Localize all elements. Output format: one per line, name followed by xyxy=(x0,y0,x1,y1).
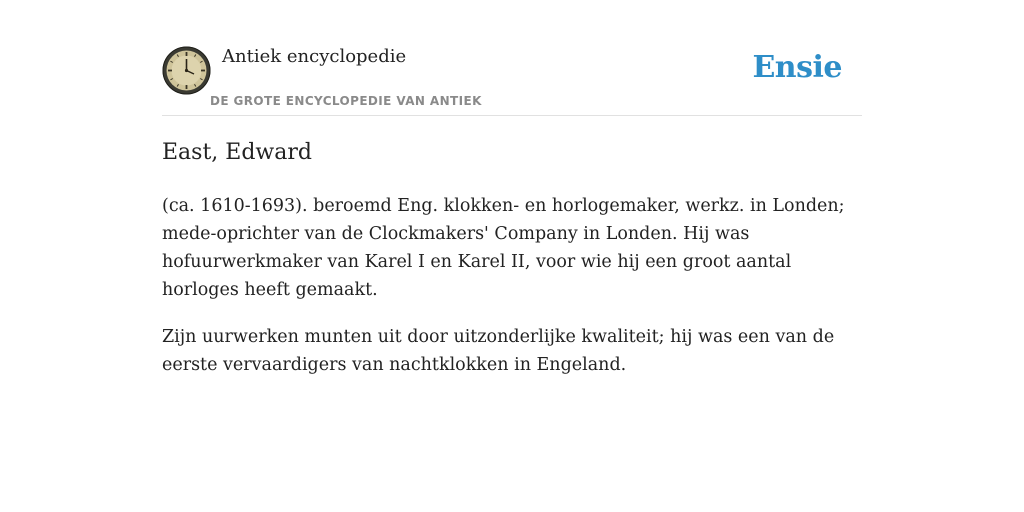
site-header xyxy=(162,0,862,116)
site-title[interactable]: Antiek encyclopedie xyxy=(222,46,407,67)
antique-clock-icon[interactable] xyxy=(162,46,211,95)
entry-title: East, Edward xyxy=(162,140,312,165)
entry-body xyxy=(162,192,862,398)
entry-paragraph: (ca. 1610-1693). beroemd Eng. klokken- en horlogemaker, werkz. in Londen; mede-oprichter van de Clockmakers' Company in Londen. Hij was hofuurwerkmaker van Karel I en Karel II, voor wie hij een groot aantal horloges heeft gemaakt. xyxy=(162,196,845,300)
site-tagline: DE GROTE ENCYCLOPEDIE VAN ANTIEK xyxy=(210,94,482,108)
page xyxy=(162,0,862,512)
entry-paragraph: Zijn uurwerken munten uit door uitzonderlijke kwaliteit; hij was een van de eerste vervaardigers van nachtklokken in Engeland. xyxy=(162,327,835,375)
brand-logo-link[interactable]: Ensie xyxy=(752,50,842,85)
